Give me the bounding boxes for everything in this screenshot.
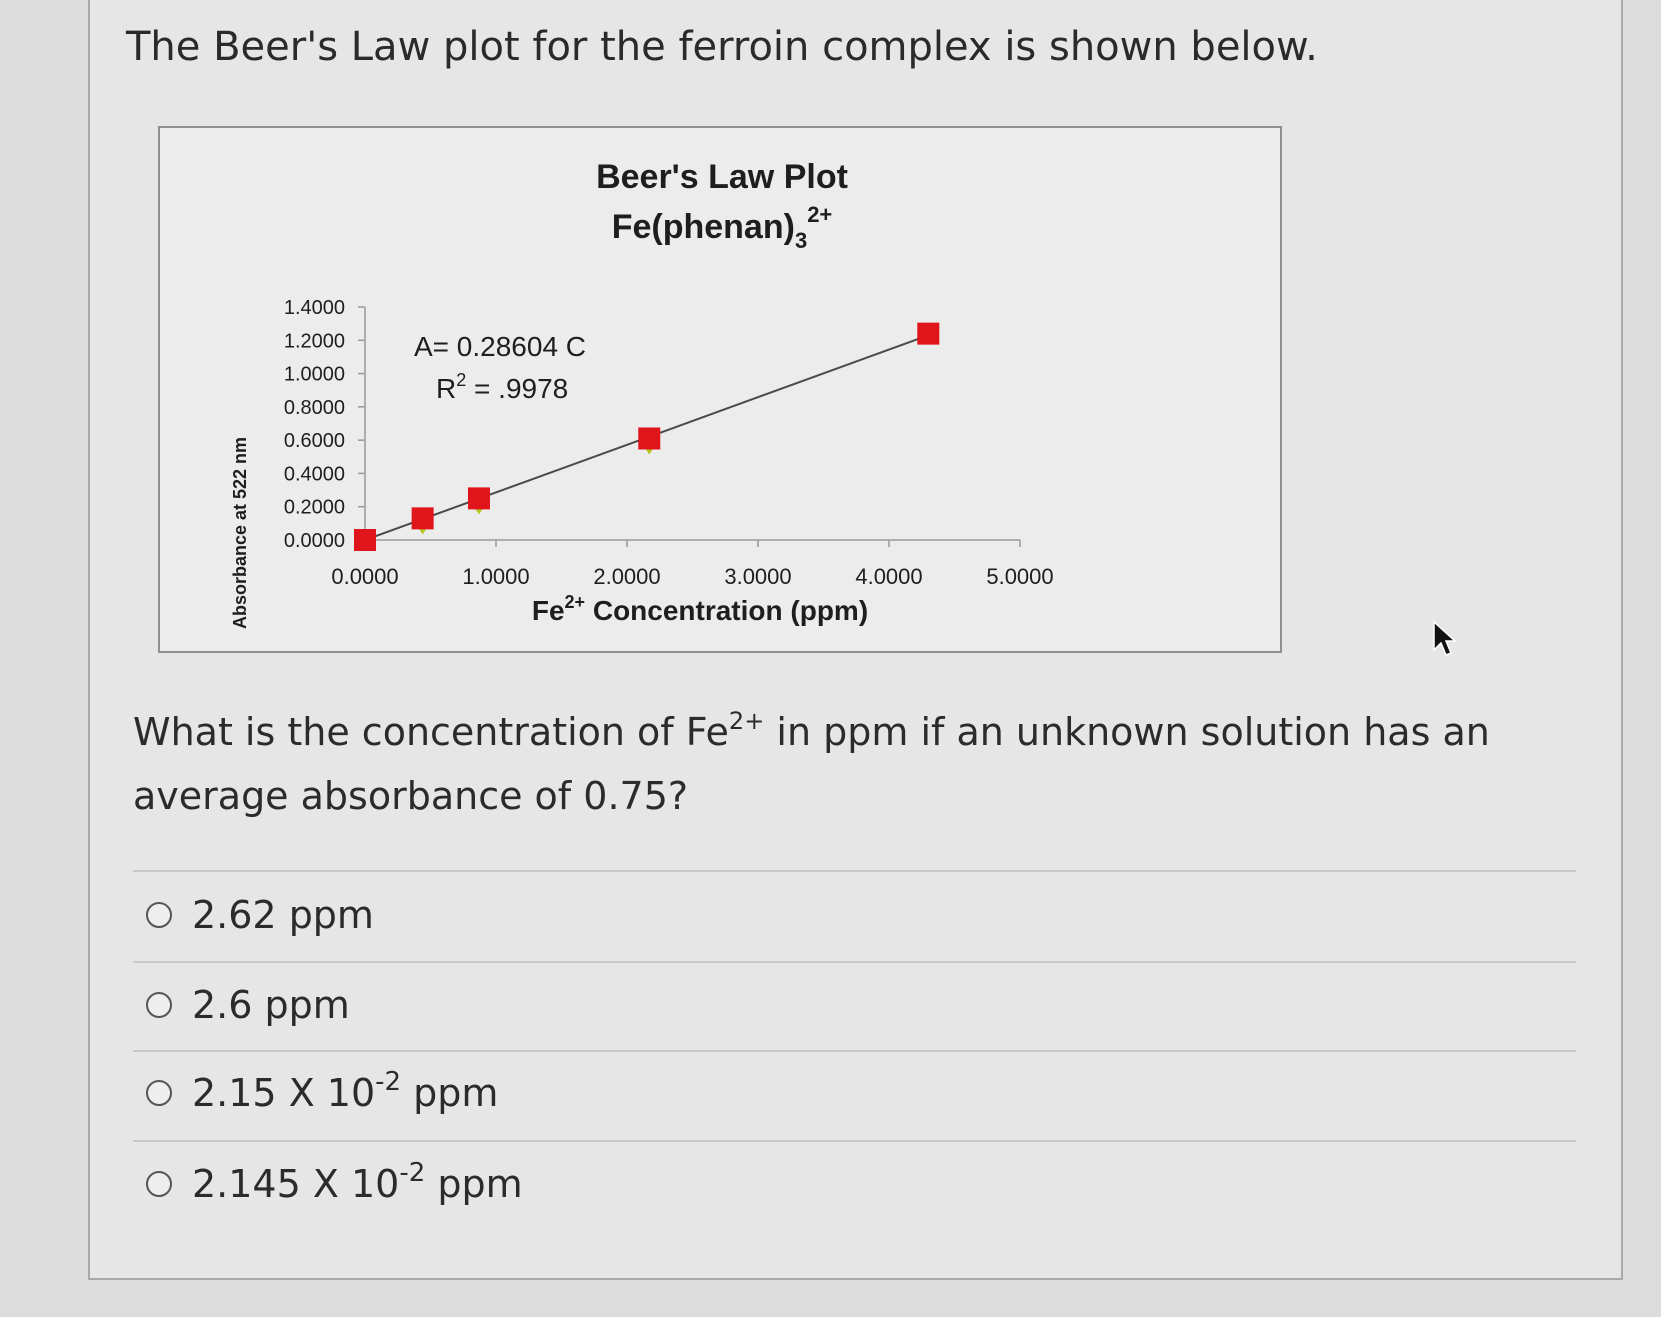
x-tick-label: 4.0000 <box>855 564 923 589</box>
x-axis-label <box>532 592 868 626</box>
divider <box>133 961 1576 963</box>
chart-subtitle-sup: 2+ <box>807 202 833 227</box>
data-point <box>412 507 434 529</box>
option-1[interactable] <box>146 893 374 937</box>
x-tick-label: 5.0000 <box>986 564 1054 589</box>
radio-button[interactable] <box>146 902 172 928</box>
x-tick-label: 3.0000 <box>724 564 792 589</box>
divider <box>133 1050 1576 1052</box>
radio-button[interactable] <box>146 1171 172 1197</box>
option-3-exponent: -2 <box>375 1067 402 1097</box>
question-text <box>133 700 1593 828</box>
question-text-after: in ppm if an unknown solution has an average absorbance of 0.75? <box>133 710 1490 818</box>
chart-title: Beer's Law Plot <box>596 158 848 196</box>
divider <box>133 870 1576 872</box>
y-tick-label: 1.0000 <box>283 363 345 386</box>
radio-button[interactable] <box>146 992 172 1018</box>
y-tick-label: 0.2000 <box>283 496 345 519</box>
option-3-text <box>192 1067 499 1115</box>
y-tick-label: 0.0000 <box>283 530 345 552</box>
y-tick-label: 0.8000 <box>283 396 345 419</box>
x-axis-label-rest: Concentration (ppm) <box>585 595 869 626</box>
option-2-text: 2.6 ppm <box>192 983 350 1027</box>
data-point <box>638 427 660 449</box>
x-tick-label: 0.0000 <box>331 564 399 589</box>
y-tick-label: 0.4000 <box>283 463 345 486</box>
chart-subtitle-sub: 3 <box>794 228 808 253</box>
option-4-base: 2.145 X 10 <box>192 1162 400 1206</box>
x-tick-label: 1.0000 <box>462 564 530 589</box>
y-tick-label: 1.4000 <box>283 297 345 319</box>
r-squared-label: R <box>436 373 457 404</box>
x-axis-label-fe: Fe <box>531 595 565 626</box>
question-text-before: What is the concentration of Fe <box>133 710 729 754</box>
y-axis-label: Absorbance at 522 nm <box>230 436 250 630</box>
option-2[interactable] <box>146 983 350 1027</box>
divider <box>133 1140 1576 1142</box>
option-4[interactable] <box>146 1158 523 1206</box>
chart-subtitle <box>612 202 833 253</box>
chart-subtitle-main: Fe(phenan) <box>611 208 795 246</box>
option-4-unit: ppm <box>425 1162 523 1206</box>
x-axis-label-sup: 2+ <box>564 592 586 612</box>
r-squared-annotation <box>436 370 568 404</box>
data-point <box>354 529 376 551</box>
beers-law-chart <box>160 128 1284 655</box>
chart-frame <box>158 126 1282 653</box>
question-intro: The Beer's Law plot for the ferroin complex is shown below. <box>126 24 1318 70</box>
option-3-base: 2.15 X 10 <box>192 1071 376 1115</box>
option-1-text: 2.62 ppm <box>192 893 374 937</box>
mouse-cursor-icon <box>1432 620 1458 658</box>
r-squared-sup: 2 <box>456 370 467 390</box>
data-point <box>917 323 939 345</box>
data-point <box>468 487 490 509</box>
option-3-unit: ppm <box>401 1071 499 1115</box>
equation-annotation: A= 0.28604 C <box>414 331 587 362</box>
y-tick-label: 1.2000 <box>283 330 345 353</box>
y-tick-label: 0.6000 <box>283 430 345 453</box>
question-text-sup: 2+ <box>728 707 765 735</box>
x-tick-label: 2.0000 <box>593 564 661 589</box>
option-4-text <box>192 1158 523 1206</box>
option-4-exponent: -2 <box>399 1158 426 1188</box>
radio-button[interactable] <box>146 1080 172 1106</box>
r-squared-value: = .9978 <box>466 373 569 404</box>
option-3[interactable] <box>146 1067 499 1115</box>
